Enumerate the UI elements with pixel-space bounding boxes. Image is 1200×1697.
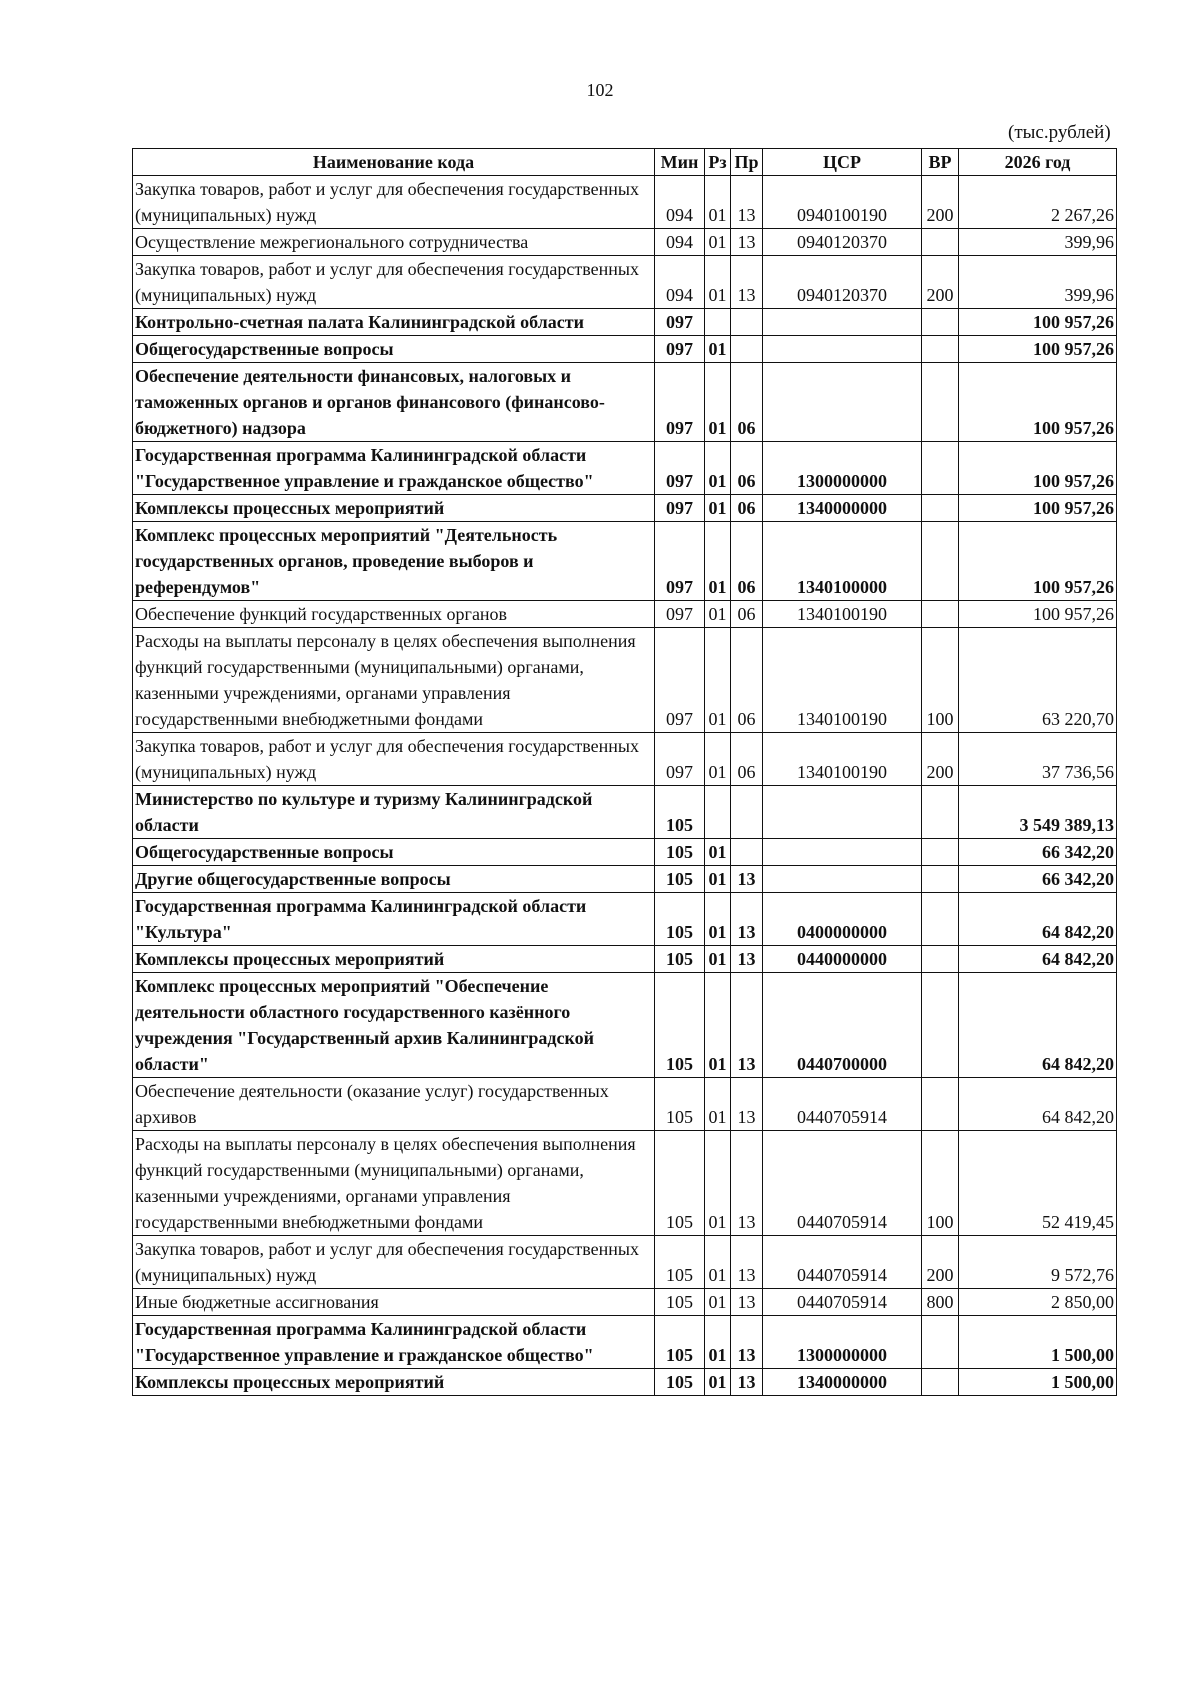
cell-pr: 06 <box>731 495 763 522</box>
cell-pr <box>731 336 763 363</box>
page-number: 102 <box>586 80 614 100</box>
table-row <box>133 1131 1117 1236</box>
cell-pr: 13 <box>731 973 763 1078</box>
table-row <box>133 522 1117 601</box>
cell-name: Расходы на выплаты персоналу в целях обеспечения выполнения функций государственными (муниципальными) органами, казенными учреждениями, органами управления государственными внебюджетными фондами <box>133 1131 655 1236</box>
cell-name: Государственная программа Калининградской области "Государственное управление и гражданское общество" <box>133 1316 655 1369</box>
table-row <box>133 336 1117 363</box>
cell-rz: 01 <box>705 893 731 946</box>
cell-name: Осуществление межрегионального сотрудничества <box>133 229 655 256</box>
cell-name: Общегосударственные вопросы <box>133 839 655 866</box>
table-row <box>133 176 1117 229</box>
cell-pr: 13 <box>731 1369 763 1396</box>
cell-pr: 06 <box>731 363 763 442</box>
cell-min: 105 <box>655 893 705 946</box>
cell-vr <box>922 839 959 866</box>
cell-vr <box>922 1369 959 1396</box>
cell-pr: 13 <box>731 1078 763 1131</box>
cell-min: 105 <box>655 786 705 839</box>
cell-vr <box>922 229 959 256</box>
header-csr: ЦСР <box>763 149 922 176</box>
cell-name: Комплекс процессных мероприятий "Деятельность государственных органов, проведение выборов и референдумов" <box>133 522 655 601</box>
table-row <box>133 1289 1117 1316</box>
cell-rz: 01 <box>705 442 731 495</box>
cell-name: Комплекс процессных мероприятий "Обеспечение деятельности областного государственного казённого учреждения "Государственный архив Калининградской области" <box>133 973 655 1078</box>
cell-amount: 9 572,76 <box>959 1236 1117 1289</box>
cell-vr <box>922 336 959 363</box>
cell-rz: 01 <box>705 973 731 1078</box>
table-row <box>133 601 1117 628</box>
cell-name: Обеспечение функций государственных органов <box>133 601 655 628</box>
cell-amount: 100 957,26 <box>959 336 1117 363</box>
cell-amount: 1 500,00 <box>959 1369 1117 1396</box>
table-row <box>133 1078 1117 1131</box>
cell-rz: 01 <box>705 363 731 442</box>
cell-vr: 100 <box>922 628 959 733</box>
cell-name: Общегосударственные вопросы <box>133 336 655 363</box>
table-row <box>133 733 1117 786</box>
cell-amount: 64 842,20 <box>959 946 1117 973</box>
cell-vr: 200 <box>922 733 959 786</box>
cell-pr: 13 <box>731 176 763 229</box>
cell-min: 105 <box>655 839 705 866</box>
cell-csr: 0440705914 <box>763 1289 922 1316</box>
cell-min: 105 <box>655 1131 705 1236</box>
cell-rz: 01 <box>705 176 731 229</box>
table-row <box>133 1316 1117 1369</box>
cell-name: Министерство по культуре и туризму Калининградской области <box>133 786 655 839</box>
cell-rz <box>705 309 731 336</box>
table-row <box>133 628 1117 733</box>
table-row <box>133 866 1117 893</box>
cell-vr <box>922 1316 959 1369</box>
cell-name: Государственная программа Калининградской области "Государственное управление и гражданское общество" <box>133 442 655 495</box>
cell-min: 105 <box>655 946 705 973</box>
cell-rz: 01 <box>705 495 731 522</box>
cell-csr: 1300000000 <box>763 1316 922 1369</box>
cell-rz: 01 <box>705 256 731 309</box>
cell-csr: 0440705914 <box>763 1078 922 1131</box>
cell-csr: 1340100190 <box>763 628 922 733</box>
cell-rz: 01 <box>705 1131 731 1236</box>
cell-min: 105 <box>655 1289 705 1316</box>
cell-min: 097 <box>655 601 705 628</box>
cell-min: 097 <box>655 336 705 363</box>
cell-min: 094 <box>655 229 705 256</box>
header-vr: ВР <box>922 149 959 176</box>
cell-rz <box>705 786 731 839</box>
cell-name: Закупка товаров, работ и услуг для обеспечения государственных (муниципальных) нужд <box>133 1236 655 1289</box>
cell-vr: 200 <box>922 176 959 229</box>
table-row <box>133 973 1117 1078</box>
table-row <box>133 229 1117 256</box>
table-row <box>133 946 1117 973</box>
cell-pr: 06 <box>731 733 763 786</box>
cell-amount: 100 957,26 <box>959 522 1117 601</box>
cell-name: Закупка товаров, работ и услуг для обеспечения государственных (муниципальных) нужд <box>133 256 655 309</box>
header-year: 2026 год <box>959 149 1117 176</box>
cell-vr <box>922 973 959 1078</box>
cell-pr: 06 <box>731 628 763 733</box>
cell-vr <box>922 866 959 893</box>
cell-min: 094 <box>655 256 705 309</box>
budget-table <box>132 148 1117 1396</box>
cell-amount: 100 957,26 <box>959 495 1117 522</box>
cell-vr: 200 <box>922 1236 959 1289</box>
cell-vr <box>922 786 959 839</box>
cell-amount: 52 419,45 <box>959 1131 1117 1236</box>
cell-rz: 01 <box>705 1078 731 1131</box>
cell-amount: 100 957,26 <box>959 442 1117 495</box>
cell-rz: 01 <box>705 522 731 601</box>
cell-min: 097 <box>655 733 705 786</box>
cell-amount: 2 267,26 <box>959 176 1117 229</box>
cell-csr: 0940120370 <box>763 256 922 309</box>
cell-rz: 01 <box>705 628 731 733</box>
cell-min: 097 <box>655 442 705 495</box>
cell-rz: 01 <box>705 336 731 363</box>
cell-name: Иные бюджетные ассигнования <box>133 1289 655 1316</box>
cell-vr <box>922 601 959 628</box>
header-pr: Пр <box>731 149 763 176</box>
cell-pr: 06 <box>731 522 763 601</box>
cell-rz: 01 <box>705 601 731 628</box>
cell-name: Обеспечение деятельности (оказание услуг) государственных архивов <box>133 1078 655 1131</box>
cell-rz: 01 <box>705 839 731 866</box>
table-row <box>133 309 1117 336</box>
cell-amount: 63 220,70 <box>959 628 1117 733</box>
cell-csr: 1300000000 <box>763 442 922 495</box>
cell-csr: 1340100190 <box>763 601 922 628</box>
cell-rz: 01 <box>705 1289 731 1316</box>
cell-amount: 399,96 <box>959 256 1117 309</box>
cell-pr: 06 <box>731 601 763 628</box>
cell-csr: 0440705914 <box>763 1236 922 1289</box>
table-row <box>133 256 1117 309</box>
table-row <box>133 893 1117 946</box>
cell-pr: 13 <box>731 1316 763 1369</box>
cell-min: 105 <box>655 866 705 893</box>
cell-amount: 1 500,00 <box>959 1316 1117 1369</box>
cell-csr: 0440700000 <box>763 973 922 1078</box>
cell-vr <box>922 893 959 946</box>
cell-min: 105 <box>655 1316 705 1369</box>
table-row <box>133 1236 1117 1289</box>
cell-amount: 64 842,20 <box>959 1078 1117 1131</box>
cell-vr <box>922 363 959 442</box>
cell-amount: 3 549 389,13 <box>959 786 1117 839</box>
table-row <box>133 442 1117 495</box>
cell-vr <box>922 442 959 495</box>
cell-name: Контрольно-счетная палата Калининградской области <box>133 309 655 336</box>
cell-pr: 13 <box>731 1289 763 1316</box>
cell-name: Комплексы процессных мероприятий <box>133 1369 655 1396</box>
cell-rz: 01 <box>705 1369 731 1396</box>
cell-pr: 13 <box>731 1236 763 1289</box>
cell-min: 105 <box>655 1236 705 1289</box>
cell-vr <box>922 522 959 601</box>
cell-csr <box>763 786 922 839</box>
cell-vr: 200 <box>922 256 959 309</box>
cell-csr: 0940120370 <box>763 229 922 256</box>
cell-vr <box>922 309 959 336</box>
table-row <box>133 839 1117 866</box>
cell-pr: 13 <box>731 946 763 973</box>
cell-min: 097 <box>655 363 705 442</box>
cell-name: Закупка товаров, работ и услуг для обеспечения государственных (муниципальных) нужд <box>133 733 655 786</box>
cell-min: 097 <box>655 309 705 336</box>
cell-csr: 0440705914 <box>763 1131 922 1236</box>
cell-csr <box>763 309 922 336</box>
cell-csr: 1340000000 <box>763 1369 922 1396</box>
cell-amount: 100 957,26 <box>959 363 1117 442</box>
cell-rz: 01 <box>705 1316 731 1369</box>
cell-vr: 100 <box>922 1131 959 1236</box>
cell-amount: 64 842,20 <box>959 973 1117 1078</box>
cell-pr <box>731 839 763 866</box>
cell-min: 097 <box>655 495 705 522</box>
cell-amount: 2 850,00 <box>959 1289 1117 1316</box>
cell-csr: 1340000000 <box>763 495 922 522</box>
cell-csr: 0940100190 <box>763 176 922 229</box>
cell-amount: 100 957,26 <box>959 601 1117 628</box>
cell-amount: 66 342,20 <box>959 866 1117 893</box>
table-row <box>133 495 1117 522</box>
cell-vr <box>922 1078 959 1131</box>
cell-pr: 13 <box>731 256 763 309</box>
cell-pr <box>731 786 763 839</box>
cell-csr <box>763 866 922 893</box>
cell-amount: 399,96 <box>959 229 1117 256</box>
cell-rz: 01 <box>705 733 731 786</box>
cell-csr <box>763 363 922 442</box>
header-rz: Рз <box>705 149 731 176</box>
cell-csr <box>763 336 922 363</box>
cell-pr: 13 <box>731 1131 763 1236</box>
cell-rz: 01 <box>705 946 731 973</box>
cell-pr: 06 <box>731 442 763 495</box>
cell-pr: 13 <box>731 229 763 256</box>
cell-amount: 100 957,26 <box>959 309 1117 336</box>
cell-name: Государственная программа Калининградской области "Культура" <box>133 893 655 946</box>
cell-name: Комплексы процессных мероприятий <box>133 495 655 522</box>
cell-pr: 13 <box>731 866 763 893</box>
cell-min: 105 <box>655 973 705 1078</box>
cell-pr <box>731 309 763 336</box>
cell-vr <box>922 946 959 973</box>
header-min: Мин <box>655 149 705 176</box>
cell-name: Комплексы процессных мероприятий <box>133 946 655 973</box>
cell-rz: 01 <box>705 1236 731 1289</box>
cell-csr <box>763 839 922 866</box>
cell-min: 097 <box>655 522 705 601</box>
cell-csr: 0400000000 <box>763 893 922 946</box>
cell-amount: 37 736,56 <box>959 733 1117 786</box>
cell-name: Расходы на выплаты персоналу в целях обеспечения выполнения функций государственными (муниципальными) органами, казенными учреждениями, органами управления государственными внебюджетными фондами <box>133 628 655 733</box>
cell-amount: 64 842,20 <box>959 893 1117 946</box>
cell-vr <box>922 495 959 522</box>
cell-amount: 66 342,20 <box>959 839 1117 866</box>
cell-name: Обеспечение деятельности финансовых, налоговых и таможенных органов и органов финансового (финансово-бюджетного) надзора <box>133 363 655 442</box>
cell-csr: 1340100000 <box>763 522 922 601</box>
units-label: (тыс.рублей) <box>1008 122 1111 143</box>
cell-min: 105 <box>655 1078 705 1131</box>
cell-rz: 01 <box>705 229 731 256</box>
cell-pr: 13 <box>731 893 763 946</box>
table-row <box>133 1369 1117 1396</box>
cell-min: 094 <box>655 176 705 229</box>
header-name: Наименование кода <box>133 149 655 176</box>
cell-csr: 1340100190 <box>763 733 922 786</box>
table-row <box>133 786 1117 839</box>
cell-name: Закупка товаров, работ и услуг для обеспечения государственных (муниципальных) нужд <box>133 176 655 229</box>
cell-min: 105 <box>655 1369 705 1396</box>
table-row <box>133 363 1117 442</box>
header-row <box>133 149 1117 176</box>
cell-name: Другие общегосударственные вопросы <box>133 866 655 893</box>
cell-rz: 01 <box>705 866 731 893</box>
cell-min: 097 <box>655 628 705 733</box>
cell-vr: 800 <box>922 1289 959 1316</box>
cell-csr: 0440000000 <box>763 946 922 973</box>
